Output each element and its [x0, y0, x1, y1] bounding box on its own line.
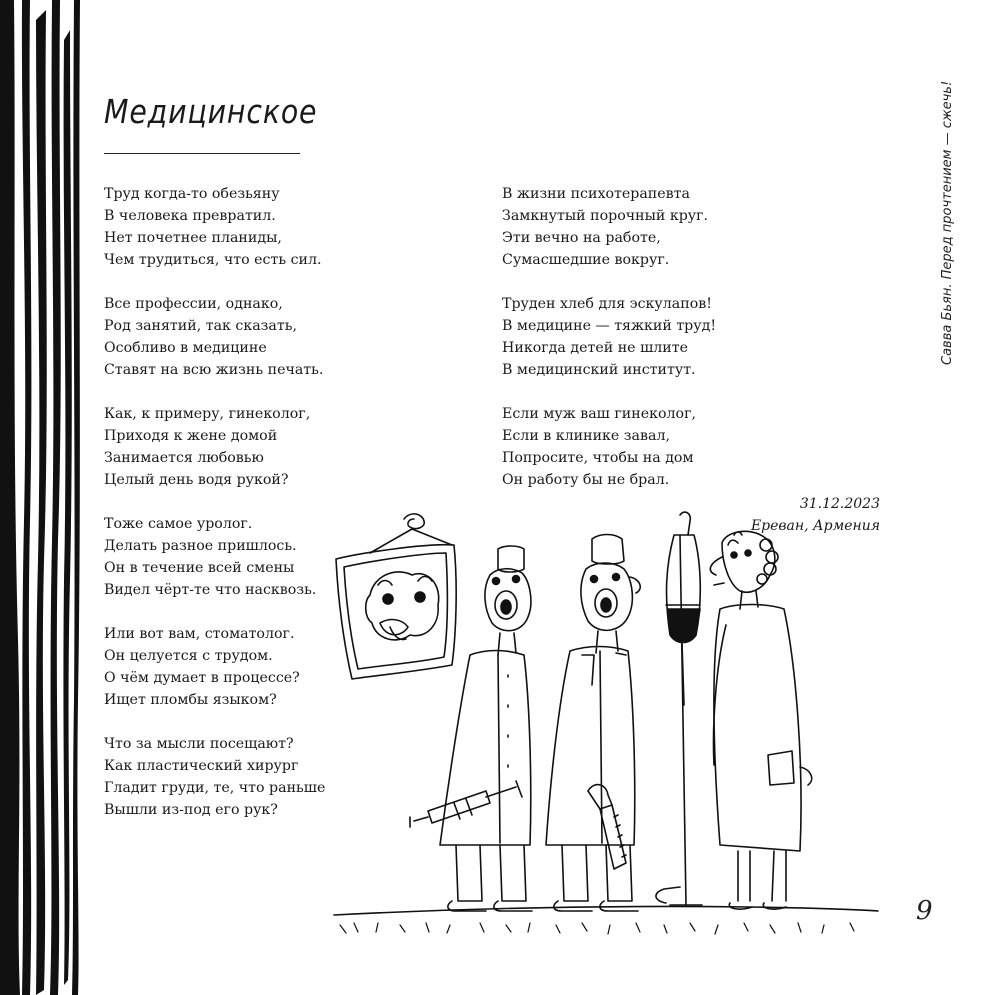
poem-date: 31.12.2023: [799, 496, 880, 512]
poem-line: Или вот вам, стоматолог.: [104, 626, 295, 642]
stanza: [104, 733, 325, 821]
stanza: [502, 183, 716, 271]
poem-line: Делать разное пришлось.: [104, 538, 297, 554]
page-number: 9: [916, 896, 933, 926]
stanza: [104, 623, 325, 711]
poem-line: Он в течение всей смены: [104, 560, 295, 576]
poem-line: Ищет пломбы языком?: [104, 692, 277, 708]
page-title: Медицинское: [104, 92, 318, 131]
poem-left-column: [104, 183, 325, 843]
poem-line: Занимается любовью: [104, 450, 264, 466]
stanza: [104, 293, 325, 381]
poem-line: Замкнутый порочный круг.: [502, 208, 709, 224]
stanza: [104, 183, 325, 271]
poem-line: Видел чёрт-те что насквозь.: [104, 582, 317, 598]
poem-line: Труд когда-то обезьяну: [104, 186, 280, 202]
brush-stroke-border: [0, 0, 82, 995]
poem-line: Вышли из-под его рук?: [104, 802, 278, 818]
poem-line: Он работу бы не брал.: [502, 472, 670, 488]
poem-line: Эти вечно на работе,: [502, 230, 661, 246]
poem-line: Что за мысли посещают?: [104, 736, 294, 752]
doctors-illustration: [330, 505, 880, 945]
poem-place: Ереван, Армения: [750, 518, 880, 534]
stanza: [104, 513, 325, 601]
poem-line: Сумасшедшие вокруг.: [502, 252, 670, 268]
poem-line: Все профессии, однако,: [104, 296, 283, 312]
poem-line: Попросите, чтобы на дом: [502, 450, 694, 466]
poem-line: О чём думает в процессе?: [104, 670, 300, 686]
poem-line: Если в клинике завал,: [502, 428, 670, 444]
stanza: [104, 403, 325, 491]
poem-line: Целый день водя рукой?: [104, 472, 289, 488]
poem-line: Чем трудиться, что есть сил.: [104, 252, 322, 268]
poem-line: Труден хлеб для эскулапов!: [502, 296, 712, 312]
poem-line: Как пластический хирург: [104, 758, 299, 774]
stanza: [502, 403, 716, 491]
poem-line: Приходя к жене домой: [104, 428, 278, 444]
poem-line: Если муж ваш гинеколог,: [502, 406, 697, 422]
vertical-author-title: Савва Бьян. Перед прочтением — сжечь!: [940, 80, 955, 365]
poem-line: Род занятий, так сказать,: [104, 318, 297, 334]
poem-line: Гладит груди, те, что раньше: [104, 780, 326, 796]
poem-line: Ставят на всю жизнь печать.: [104, 362, 324, 378]
poem-line: Особливо в медицине: [104, 340, 267, 356]
poem-line: Нет почетнее планиды,: [104, 230, 282, 246]
poem-line: В человека превратил.: [104, 208, 276, 224]
poem-line: В медицине — тяжкий труд!: [502, 318, 717, 334]
poem-line: Как, к примеру, гинеколог,: [104, 406, 311, 422]
poem-line: Он целуется с трудом.: [104, 648, 273, 664]
poem-line: Никогда детей не шлите: [502, 340, 688, 356]
poem-line: Тоже самое уролог.: [104, 516, 253, 532]
title-underline: [104, 153, 300, 154]
poem-line: В медицинский институт.: [502, 362, 696, 378]
stanza: [502, 293, 716, 381]
poem-right-column: [502, 183, 716, 513]
poem-line: В жизни психотерапевта: [502, 186, 690, 202]
